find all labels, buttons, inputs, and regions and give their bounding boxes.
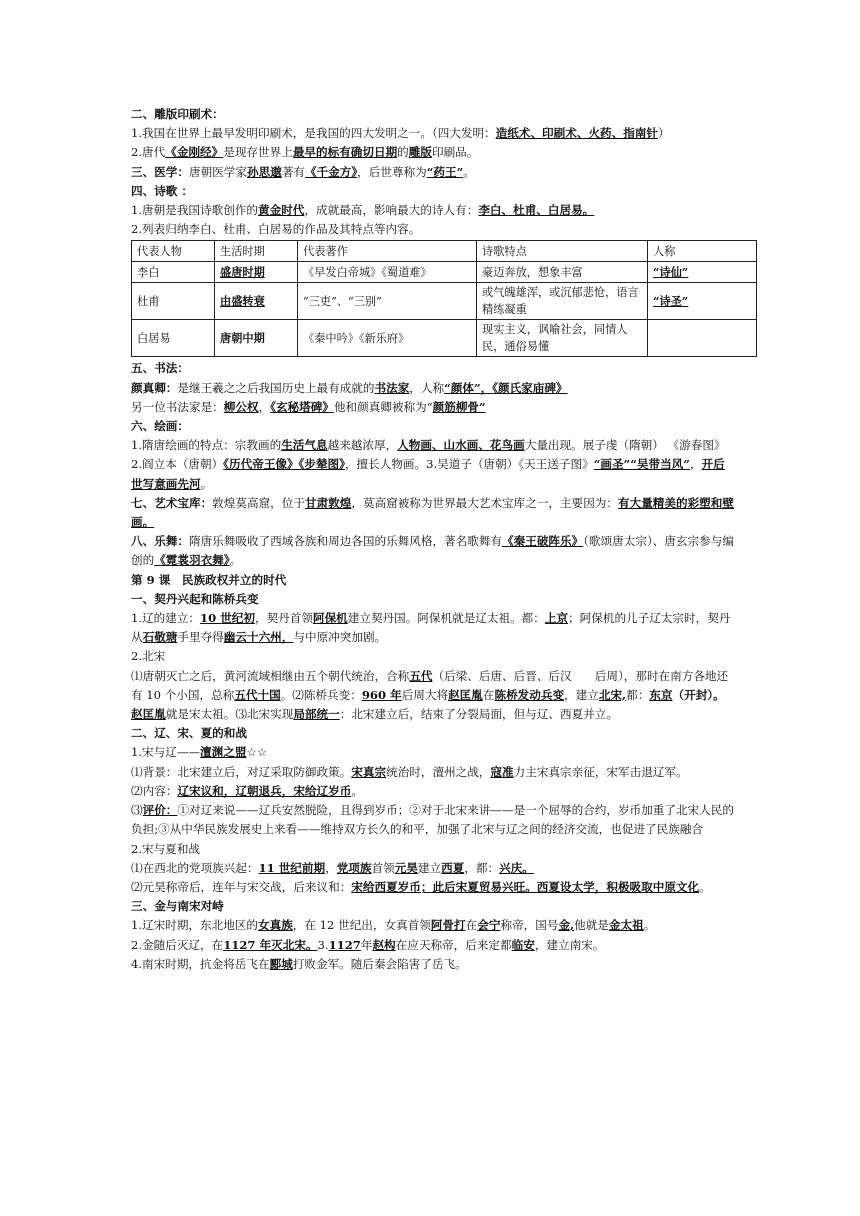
key-term: 最早的标有确切日期	[292, 145, 398, 160]
text: 大量出现。展子虔（隋朝）	[524, 438, 664, 453]
text: 统治时，澶州之战，	[386, 764, 491, 779]
key-term: 阿保机	[312, 611, 348, 626]
text: 另一位书法家是：	[131, 399, 224, 414]
text: ，	[325, 860, 337, 875]
key-term: 李白、杜甫、白居易。	[478, 203, 595, 218]
text: 。	[351, 783, 363, 798]
key-term: 有大量精美的彩塑和壁画。	[131, 495, 734, 530]
section-heading: 三、医学：	[131, 164, 189, 179]
key-term: 1127	[328, 937, 361, 952]
table-cell	[215, 320, 298, 357]
text: 2.金随后灭辽，在	[131, 937, 224, 952]
key-term: “颜体”	[444, 380, 481, 395]
text: 称帝，国号	[500, 918, 559, 933]
key-term: 书法家	[374, 380, 410, 395]
key-term: 造纸术、印刷术、火药、指南针	[495, 126, 658, 141]
paragraph: 2.列表归纳李白、杜甫、白居易的作品及其特点等内容。	[131, 222, 421, 237]
key-term: 陈桥发动兵变	[494, 687, 565, 702]
text: 越来越浓厚，	[327, 438, 398, 453]
text: ⑴唐朝灭亡之后，黄河流域相继由五个朝代统治，合称	[131, 668, 410, 683]
section-heading: 三、金与南宋对峙	[131, 899, 224, 914]
key-term: “画圣”“吴带当风”	[593, 457, 690, 472]
text: 的	[397, 145, 409, 160]
text: 3.	[317, 937, 329, 952]
table-cell: 李白	[132, 262, 215, 283]
text: ，建立南宋。	[534, 937, 605, 952]
text: 。	[643, 918, 656, 933]
text: 。	[699, 879, 711, 894]
text: 都：	[626, 687, 650, 702]
key-term: 黄金时代	[258, 203, 305, 218]
key-term: 北宋,	[598, 687, 627, 702]
key-term: 幽云十六州，	[223, 630, 294, 645]
paragraph	[131, 124, 736, 143]
text: 打败金军。随后秦会陷害了岳飞。	[292, 956, 467, 971]
text: ☆☆	[246, 745, 268, 760]
key-term: “药王”	[426, 164, 464, 179]
key-term: 盛唐时期	[220, 264, 265, 279]
paragraph	[131, 763, 736, 782]
section-heading: 一、契丹兴起和陈桥兵变	[131, 591, 259, 606]
paragraph	[131, 609, 736, 647]
text: ；阿保机的儿子辽太宗时，契丹从	[131, 611, 731, 645]
section-heading: 六、绘画：	[131, 419, 189, 434]
key-term: 开后世写意画先河	[131, 457, 725, 491]
key-term: 上京	[544, 611, 569, 626]
text: 力主宋真宗亲征，宋军击退辽军。	[513, 764, 688, 779]
text: 是现存世界上	[223, 145, 293, 160]
table-cell: 《秦中吟》《新乐府》	[298, 320, 477, 357]
key-term: 唐朝中期	[220, 330, 265, 345]
text: 。	[200, 476, 213, 491]
key-term: 元昊	[394, 860, 418, 875]
key-term: 赵匡胤	[131, 707, 166, 722]
paragraph: 2.北宋	[131, 649, 166, 664]
text: ⑴在西北的党项族兴起：	[131, 860, 259, 875]
text: ，	[689, 457, 702, 472]
poet-table	[131, 240, 757, 357]
table-cell: 豪迈奔放，想象丰富	[477, 262, 648, 283]
table-cell	[215, 283, 298, 320]
key-term: 宋给西夏岁币；此后宋夏贸易兴旺。西夏设太学，积极吸取中原文化	[351, 879, 700, 894]
text: ，	[258, 399, 271, 414]
key-term: 会宁	[477, 918, 501, 933]
paragraph	[131, 916, 736, 935]
key-term: 寇准	[490, 764, 514, 779]
key-term: 辽宋议和，辽朝退兵，宋给辽岁币	[177, 783, 352, 798]
text: ⑴背景：北宋建立后，对辽采取防御政策。	[131, 764, 352, 779]
text: 是继王羲之之后我国历史上最有成就的	[177, 380, 375, 395]
text: 隋唐乐舞吸收了西域各族和周边各国的乐舞风格，著名歌舞有	[188, 534, 503, 549]
key-term: 评价：	[142, 803, 178, 818]
table-row	[132, 262, 757, 283]
text: 就是宋太祖。⑶北宋实现	[165, 707, 294, 722]
table-header-cell: 生活时期	[215, 241, 298, 262]
key-term: 《历代帝王像》《步辇图》	[223, 457, 345, 472]
table-cell: 现实主义，讽喻社会，同情人民，通俗易懂	[477, 320, 648, 357]
table-cell	[648, 262, 757, 283]
paragraph: 2.宋与夏和战	[131, 841, 201, 856]
table-cell: 或气魄雄浑，或沉郁悲怆，语言精练凝重	[477, 283, 648, 320]
paragraph	[131, 398, 736, 417]
key-term: 《霓裳羽衣舞》	[154, 553, 230, 568]
paragraph	[131, 859, 736, 878]
text: 。	[229, 553, 242, 568]
key-term: 赵构	[372, 937, 396, 952]
table-cell	[648, 283, 757, 320]
text: ⑵内容：	[131, 783, 178, 798]
text: ⑶	[131, 803, 143, 818]
key-term: 阿骨打	[430, 918, 466, 933]
table-header-cell: 诗歌特点	[477, 241, 648, 262]
paragraph	[131, 494, 736, 532]
text: ①对辽来说——辽兵安然脱险，且得到岁币；②对于北宋来讲——是一个屈辱的合约，岁币加重了北宋人民的负担;③从中华民族发展史上来看——维持双方长久的和平，加强了北宋与辽之间的经济交流，也促进了民族融合	[131, 803, 734, 837]
text: 手里夺得	[177, 630, 224, 645]
table-row	[132, 320, 757, 357]
key-term: 澶渊之盟	[200, 745, 247, 760]
text: （开封）。	[672, 687, 725, 702]
paragraph	[131, 782, 736, 801]
text: 1.辽宋时期，东北地区的	[131, 918, 258, 933]
table-row	[132, 283, 757, 320]
key-term: 金太祖	[608, 918, 644, 933]
key-term: 雕版	[408, 145, 432, 160]
section-heading: 五、书法：	[131, 361, 189, 376]
text: 1.隋唐绘画的特点：宗教画的	[131, 438, 282, 453]
key-term: 由盛转衰	[220, 293, 265, 308]
paragraph	[131, 532, 736, 570]
text: 敦煌莫高窟，位于	[212, 495, 305, 510]
text: ，人称	[409, 380, 445, 395]
text: 唐朝医学家	[188, 164, 247, 179]
key-term: “诗圣”	[653, 293, 689, 308]
key-term: 《秦王破阵乐》	[502, 534, 584, 549]
text: 年	[360, 937, 373, 952]
key-term: 西夏	[441, 860, 465, 875]
key-term: 1127 年灭北宋。	[223, 937, 318, 952]
paragraph	[131, 667, 736, 725]
key-term: 石敬瑭	[142, 630, 178, 645]
text: ，莫高窟被称为世界最大艺术宝库之一，主要因为：	[351, 495, 618, 510]
text: 1.辽的建立：	[131, 611, 201, 626]
paragraph	[131, 143, 736, 162]
table-cell: 白居易	[132, 320, 215, 357]
section-heading: 二、雕版印刷术：	[131, 107, 224, 121]
document-page	[131, 105, 736, 974]
text: 2.唐代	[131, 145, 166, 160]
section-heading: 八、乐舞：	[131, 534, 189, 549]
key-term: 11 世纪前期	[258, 860, 326, 875]
table-cell	[648, 320, 757, 357]
key-term: 局部统一	[293, 707, 340, 722]
key-term: 颜筋柳骨”	[432, 399, 486, 414]
text: 后周大将	[401, 687, 449, 702]
key-term: 郾城	[269, 956, 293, 971]
key-term: 临安	[511, 937, 535, 952]
table-header-cell: 代表人物	[132, 241, 215, 262]
key-term: 《金刚经》	[165, 145, 224, 160]
paragraph	[131, 743, 736, 762]
text: 建立契丹国。阿保机就是辽太祖。都：	[347, 611, 545, 626]
table-header-cell: 代表著作	[298, 241, 477, 262]
text: 颜真卿：	[131, 380, 178, 395]
text: 著有	[281, 164, 305, 179]
key-term: 《玄秘塔碑》	[270, 399, 334, 414]
text: （歌颂唐太宗）、唐玄宗参与编创的	[131, 534, 734, 568]
table-cell: “三吏”、“三别”	[298, 283, 477, 320]
text: ：北宋建立后，结束了分裂局面，但与辽、西夏并立。	[339, 707, 618, 722]
key-term: 10 世纪初	[200, 611, 255, 626]
text: 1.宋与辽——	[131, 745, 201, 760]
text: 与中原冲突加剧。	[293, 630, 387, 645]
text: 在应天称帝，后来定都	[395, 937, 512, 952]
table-cell	[215, 262, 298, 283]
text: 他和颜真卿被称为“	[333, 399, 433, 414]
text: 印刷品。	[431, 145, 479, 160]
paragraph	[131, 163, 736, 182]
text: ，	[480, 380, 493, 395]
text: 4.南宋时期，抗金将岳飞在	[131, 956, 270, 971]
key-term: 《千金方》	[304, 164, 358, 179]
text: ，在 12 世纪出，女真首领	[292, 918, 431, 933]
key-term: 五代	[409, 668, 433, 683]
paragraph	[131, 955, 736, 974]
section-heading: 四、诗歌 ：	[131, 183, 194, 198]
text: ，后世尊称为	[357, 164, 427, 179]
key-term: 《颜氏家庙碑》	[492, 380, 568, 395]
paragraph	[131, 201, 736, 220]
text: 建立	[417, 860, 442, 875]
text: 在	[482, 687, 495, 702]
lesson-title: 第 9 课 民族政权并立的时代	[131, 572, 287, 587]
text: 《游春图》 2.阎立本（唐朝）	[131, 438, 732, 472]
paragraph	[131, 436, 736, 494]
table-cell: 杜甫	[132, 283, 215, 320]
section-heading: 七、艺术宝库：	[131, 495, 213, 510]
text: 1.唐朝是我国诗歌创作的	[131, 203, 258, 218]
key-term: 生活气息	[281, 438, 328, 453]
key-term: 宋真宗	[351, 764, 387, 779]
paragraph	[131, 878, 736, 897]
table-header-row	[132, 241, 757, 262]
table-cell: 《早发白帝城》《蜀道难》	[298, 262, 477, 283]
text: ，都：	[464, 860, 500, 875]
text: ⑵元昊称帝后，连年与宋交战，后来议和：	[131, 879, 352, 894]
section-heading: 二、辽、宋、夏的和战	[131, 726, 247, 741]
paragraph	[131, 801, 736, 839]
table-header-cell: 人称	[648, 241, 757, 262]
key-term: 960 年	[361, 687, 402, 702]
text: 。⑵陈桥兵变：	[280, 687, 362, 702]
text: （后梁、后唐、后晋、后汉 后周），那时在南方各地还有 10 个小国，总称	[131, 668, 729, 702]
text: ，契丹首领	[254, 611, 313, 626]
paragraph	[131, 379, 736, 398]
text: 他就是	[574, 918, 609, 933]
text: ，擅长人物画。3.吴道子（唐朝）《天王送子图》	[344, 457, 594, 472]
key-term: 党项族	[336, 860, 372, 875]
key-term: 孙思邈	[246, 164, 282, 179]
key-term: “诗仙”	[653, 264, 689, 279]
paragraph	[131, 936, 736, 955]
text: ）	[658, 126, 670, 141]
text: 1.我国在世界上最早发明印刷术，是我国的四大发明之一。（四大发明：	[131, 126, 496, 141]
text: 在	[465, 918, 478, 933]
key-term: 东京	[649, 687, 673, 702]
text: 首领	[371, 860, 395, 875]
key-term: 女真族	[258, 918, 293, 933]
key-term: 柳公权	[223, 399, 259, 414]
text: ，建立	[564, 687, 599, 702]
key-term: 金,	[558, 918, 575, 933]
key-term: 兴庆。	[499, 860, 534, 875]
key-term: 五代十国	[234, 687, 281, 702]
key-term: 甘肃敦煌	[304, 495, 352, 510]
key-term: 赵匡胤	[448, 687, 483, 702]
text: 。	[463, 164, 475, 179]
text: ，成就最高，影响最大的诗人有：	[304, 203, 479, 218]
key-term: 人物画、山水画、花鸟画	[397, 438, 525, 453]
